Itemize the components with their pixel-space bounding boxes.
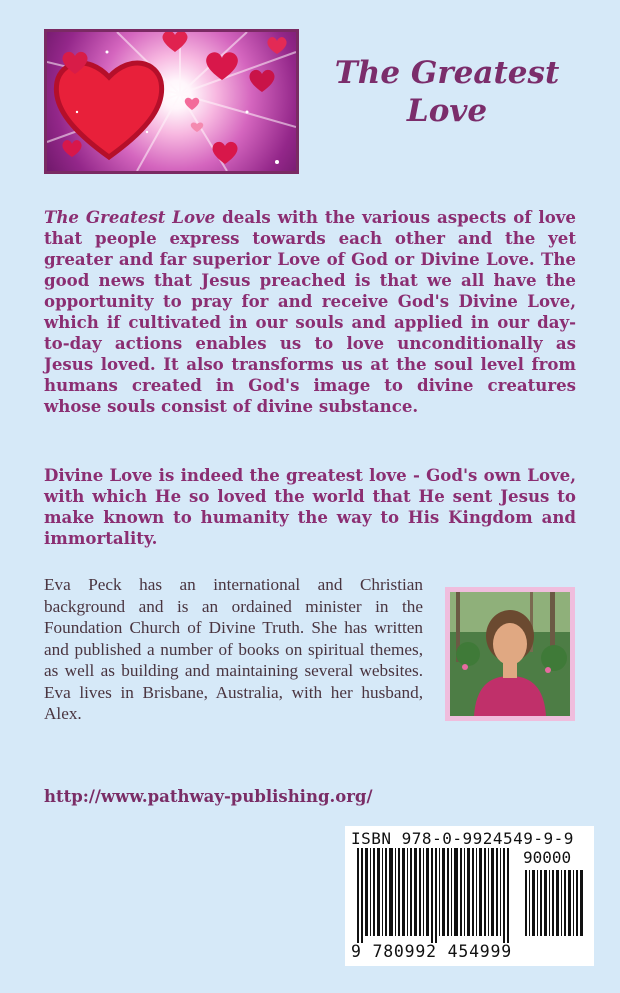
price-code: 90000: [523, 848, 572, 867]
description-paragraph-2: Divine Love is indeed the greatest love - God's own Love, with which He so loved the world that He sent Jesus to make known to humanity the way to His Kingdom and immortality.: [44, 465, 576, 548]
author-portrait: [450, 592, 570, 716]
barcode-number: 9 780992 454999: [351, 942, 513, 961]
isbn-label: ISBN 978-0-9924549-9-9: [351, 829, 574, 848]
cover-title: The Greatest Love: [334, 55, 560, 129]
large-heart-icon: [56, 63, 161, 157]
small-heart-icon: [267, 37, 286, 54]
cover-hearts-image: [44, 29, 299, 174]
hearts-illustration: [47, 32, 296, 171]
book-title-emphasis: The Greatest Love: [44, 207, 216, 227]
small-heart-icon: [250, 70, 275, 92]
description-paragraph-1: [44, 207, 576, 417]
description-paragraph-1-text: deals with the various aspects of love that people express towards each other and the yet greater and far superior Love of God or Divine Love. The good news that Jesus preached is that we all have the opportunity to pray for and receive God's Divine Love, which if cultivated in our souls and applied in our day-to-day actions enables us to love unconditionally as Jesus loved. It also transforms us at the soul level from humans created in God's image to divine creatures whose souls consist of divine substance.: [44, 207, 576, 416]
small-heart-icon: [185, 98, 199, 110]
author-bio: Eva Peck has an international and Christian background and is an ordained minister in the Foundation Church of Divine Truth. She has written and published a number of books on spiritual themes, as well as building and maintaining several websites. Eva lives in Brisbane, Australia, with her husband, Alex.: [44, 575, 423, 723]
isbn-barcode: [345, 826, 594, 966]
price-barcode-bars: [525, 870, 585, 936]
small-heart-icon: [213, 142, 238, 164]
barcode-bars: [357, 848, 517, 943]
small-heart-icon: [163, 32, 188, 52]
website-link[interactable]: http://www.pathway-publishing.org/: [44, 787, 373, 806]
author-photo: [445, 587, 575, 721]
small-heart-icon: [62, 140, 81, 157]
